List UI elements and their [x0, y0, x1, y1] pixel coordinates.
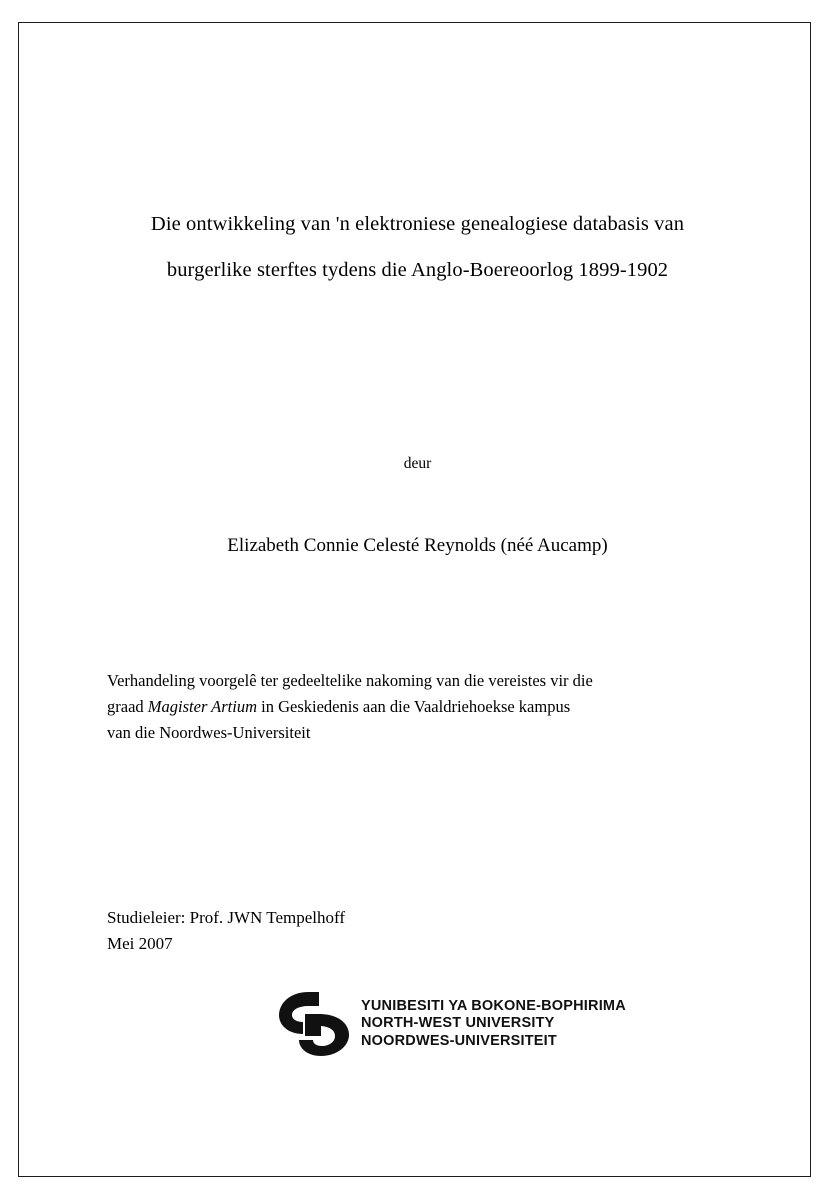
university-logo [275, 985, 705, 1063]
degree-name: Magister Artium [147, 697, 258, 716]
logo-line-1: YUNIBESITI YA BOKONE-BOPHIRIMA [361, 997, 626, 1014]
logo-line-2: NORTH-WEST UNIVERSITY [361, 1015, 555, 1032]
logo-line-3: NOORDWES-UNIVERSITEIT [361, 1032, 557, 1049]
statement-line-2-prefix: graad [107, 697, 148, 716]
statement-line-3: van die Noordwes-Universiteit [107, 723, 311, 742]
statement-line-1: Verhandeling voorgelê ter gedeeltelike nakoming van die vereistes vir die [107, 671, 593, 690]
by-label: deur [403, 455, 432, 472]
logo-wordmark [361, 998, 626, 1051]
statement-line-2 [107, 694, 727, 720]
degree-statement [107, 668, 727, 746]
page-title [105, 201, 730, 293]
title-line-1: Die ontwikkeling van 'n elektroniese genealogiese databasis van [150, 213, 685, 235]
author-name: Elizabeth Connie Celesté Reynolds (néé Aucamp) [227, 535, 608, 556]
page-content [105, 23, 730, 1176]
nwu-logo-icon [275, 988, 353, 1060]
statement-line-2-suffix: in Geskiedenis aan die Vaaldriehoekse kampus [257, 697, 571, 716]
submission-date: Mei 2007 [107, 934, 173, 953]
supervisor-block [107, 905, 607, 957]
title-line-2: burgerlike sterftes tydens die Anglo-Boereoorlog 1899-1902 [166, 259, 669, 281]
page-border [18, 22, 811, 1177]
supervisor-name: Studieleier: Prof. JWN Tempelhoff [107, 908, 346, 927]
